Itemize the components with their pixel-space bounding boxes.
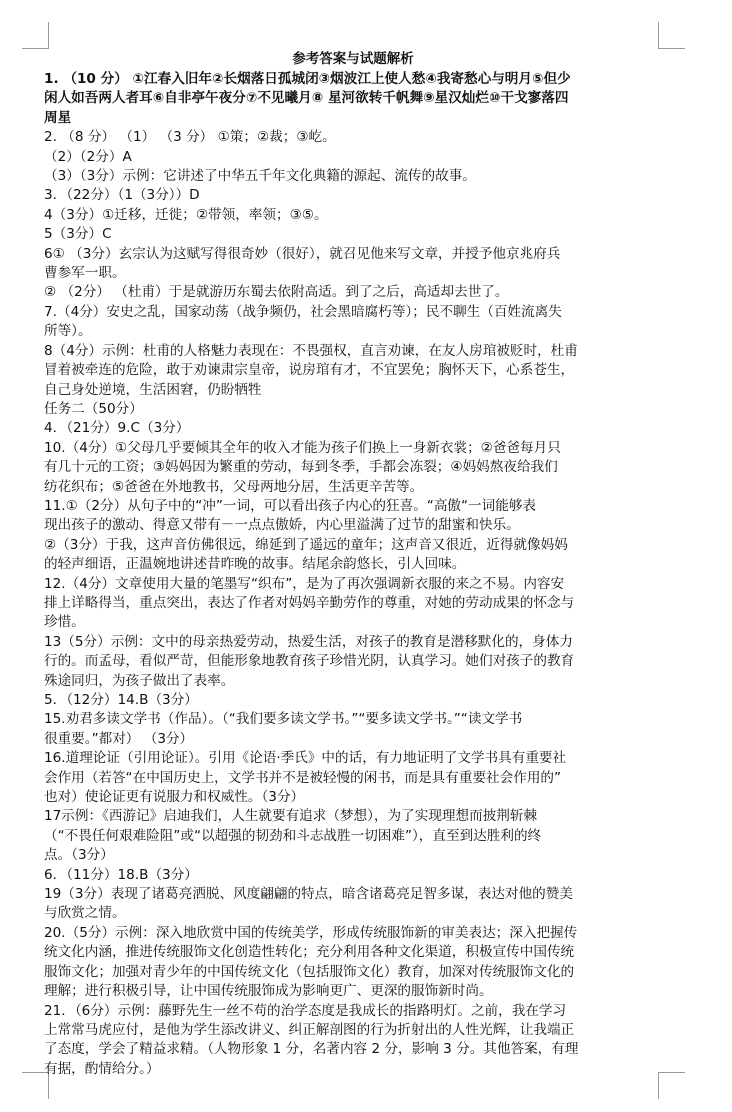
answer-line: 11.①（2分）从句子中的“冲”一词，可以看出孩子内心的狂喜。“高傲“一词能够表 bbox=[44, 497, 537, 514]
answer-line: 4．（21分）9.C（3分） bbox=[44, 420, 190, 437]
answer-line: 也对）使论证更有说服力和权威性。（3分） bbox=[44, 789, 305, 806]
answer-line: 17示例：《西游记》启迪我们，人生就要有追求（梦想），为了实现理想而披荆斩棘 bbox=[44, 808, 538, 825]
answer-line: 20.（5分）示例：深入地欣赏中国的传统美学，形成传统服饰新的审美表达；深入把握传 bbox=[44, 924, 578, 941]
answer-line: 所等）。 bbox=[44, 323, 92, 340]
answer-line: 6① （3分）玄宗认为这赋写得很奇妙（很好），就召见他来写文章，并授予他京兆府兵 bbox=[44, 245, 561, 262]
answer-line: 19（3分）表现了诸葛亮洒脱、风度翩翩的特点，暗含诸葛亮足智多谋，表达对他的赞美 bbox=[44, 886, 573, 903]
crop-mark-top-right bbox=[658, 22, 685, 49]
answer-line: 会作用（若答“在中国历史上，文学书并不是被轻慢的闲书，而是具有重要社会作用的” bbox=[44, 769, 562, 786]
answer-line: 统文化内涵，推进传统服饰文化创造性转化；充分利用各种文化渠道，积极宣传中国传统 bbox=[44, 944, 575, 961]
answer-line: 闲人如吾两人者耳⑥自非亭午夜分⑦不见曦月⑧ 星河欲转千帆舞⑨星汉灿烂⑩干戈寥落四 bbox=[44, 90, 569, 107]
answer-line: 点。（3分） bbox=[44, 847, 114, 864]
answer-line: 1. （10 分） ①江春入旧年②长烟落日孤城闭③烟波江上使人愁④我寄愁心与明月⑤但少 bbox=[44, 71, 571, 87]
answer-line: 与欣赏之情。 bbox=[44, 905, 126, 922]
answer-line: 15.劝君多读文学书（作品）。（“我们要多读文学书。”“要多读文学书。”“读文学书 bbox=[44, 711, 523, 728]
answer-line: 现出孩子的激动、得意又带有－一点点傲娇，内心里溢满了过节的甜蜜和快乐。 bbox=[44, 517, 520, 534]
answer-line: 珍惜。 bbox=[44, 614, 85, 631]
answer-line: 8（4分）示例：杜甫的人格魅力表现在：不畏强权，直言劝谏，在友人房琯被贬时，杜甫 bbox=[44, 342, 578, 359]
answer-line: （2）（2分）A bbox=[44, 148, 132, 165]
answer-line: 的轻声细语，正温婉地讲述昔昨晚的故事。结尾余韵悠长，引人回味。 bbox=[44, 556, 466, 573]
document-page bbox=[44, 50, 662, 1079]
answer-line: 排上详略得当，重点突出，表达了作者对妈妈辛勤劳作的尊重，对她的劳动成果的怀念与 bbox=[44, 594, 575, 611]
answer-line: 21．（6分）示例：藤野先生一丝不苟的治学态度是我成长的指路明灯。之前，我在学习 bbox=[44, 1002, 567, 1019]
answer-line: 冒着被牵连的危险，敢于劝谏肃宗皇帝，说房琯有才，不宜罢免；胸怀天下，心系苍生， bbox=[44, 362, 575, 379]
answer-line: 殊途同归，为孩子做出了表率。 bbox=[44, 672, 235, 689]
answer-line: 很重要。”都对） （3分） bbox=[44, 730, 194, 747]
answer-line: 12.（4分）文章使用大量的笔墨写“织布”，是为了再次强调新衣服的来之不易。内容安 bbox=[44, 575, 565, 592]
crop-mark-top-left bbox=[22, 22, 49, 49]
answer-line: 自己身处逆境，生活困窘，仍盼牺牲 bbox=[44, 381, 262, 398]
answer-line: 3．（22分）（1（3分））D bbox=[44, 187, 200, 204]
answer-line: 服饰文化；加强对青少年的中国传统文化（包括服饰文化）教育，加深对传统服饰文化的 bbox=[44, 963, 575, 980]
answer-line: 5（3分）C bbox=[44, 226, 112, 243]
answer-line: 7.（4分）安史之乱，国家动荡（战争频仍，社会黑暗腐朽等）；民不聊生（百姓流离失 bbox=[44, 303, 562, 320]
answer-line: 4（3分）①迁移，迁徙；②带领，率领；③⑤。 bbox=[44, 206, 328, 223]
answer-line: 纺花织布；⑤爸爸在外地教书，父母两地分居，生活更辛苦等。 bbox=[44, 478, 424, 495]
answer-line: （“不畏任何艰难险阻”或“以超强的韧劲和斗志战胜一切困难”），直至到达胜利的终 bbox=[44, 827, 542, 844]
answer-line: 有几十元的工资；③妈妈因为繁重的劳动，每到冬季，手都会冻裂；④妈妈熬夜给我们 bbox=[44, 459, 558, 476]
answer-line: 13（5分）示例：文中的母亲热爱劳动，热爱生活，对孩子的教育是潜移默化的，身体力 bbox=[44, 633, 573, 650]
answer-line: ②（3分）于我，这声音仿佛很远，绵延到了遥远的童年；这声音又很近，近得就像妈妈 bbox=[44, 536, 568, 553]
answer-line: （3）（3分）示例：它讲述了中华五千年文化典籍的源起、流传的故事。 bbox=[44, 168, 476, 185]
answer-line: 曹参军一职。 bbox=[44, 265, 126, 282]
answer-body bbox=[44, 70, 662, 1079]
crop-mark-bottom-right bbox=[658, 1072, 685, 1099]
answer-line: 5．（12分）14.B（3分） bbox=[44, 692, 198, 708]
document-title: 参考答案与试题解析 bbox=[292, 51, 414, 67]
answer-line: 10.（4分）①父母几乎要倾其全年的收入才能为孩子们换上一身新衣裳；②爸爸每月只 bbox=[44, 439, 561, 456]
answer-line: 了态度，学会了精益求精。（人物形象 1 分，名著内容 2 分，影响 3 分。其他答案，有理 bbox=[44, 1041, 579, 1058]
answer-line: 2. （8 分） （1） （3 分） ①策；②裁；③屹。 bbox=[44, 129, 336, 146]
answer-line: 上常常马虎应付，是他为学生添改讲义、纠正解剖图的行为折射出的人性光辉，让我端正 bbox=[44, 1021, 575, 1038]
answer-line: 任务二（50分） bbox=[44, 400, 143, 417]
answer-line: 行的。而孟母，看似严苛，但能形象地教育孩子珍惜光阴，认真学习。她们对孩子的教育 bbox=[44, 653, 575, 670]
answer-line: 理解；进行积极引导，让中国传统服饰成为影响更广、更深的服饰新时尚。 bbox=[44, 983, 493, 1000]
answer-line: 6．（11分）18.B（3分） bbox=[44, 866, 198, 883]
answer-line: 16.道理论证（引用论证）。引用《论语·季氏》中的话，有力地证明了文学书具有重要社 bbox=[44, 750, 567, 767]
answer-line: 有据，酌情给分。） bbox=[44, 1060, 160, 1077]
answer-line: ② （2分） （杜甫）于是就游历东蜀去依附高适。到了之后，高适却去世了。 bbox=[44, 284, 509, 301]
answer-line: 周星 bbox=[44, 109, 72, 126]
